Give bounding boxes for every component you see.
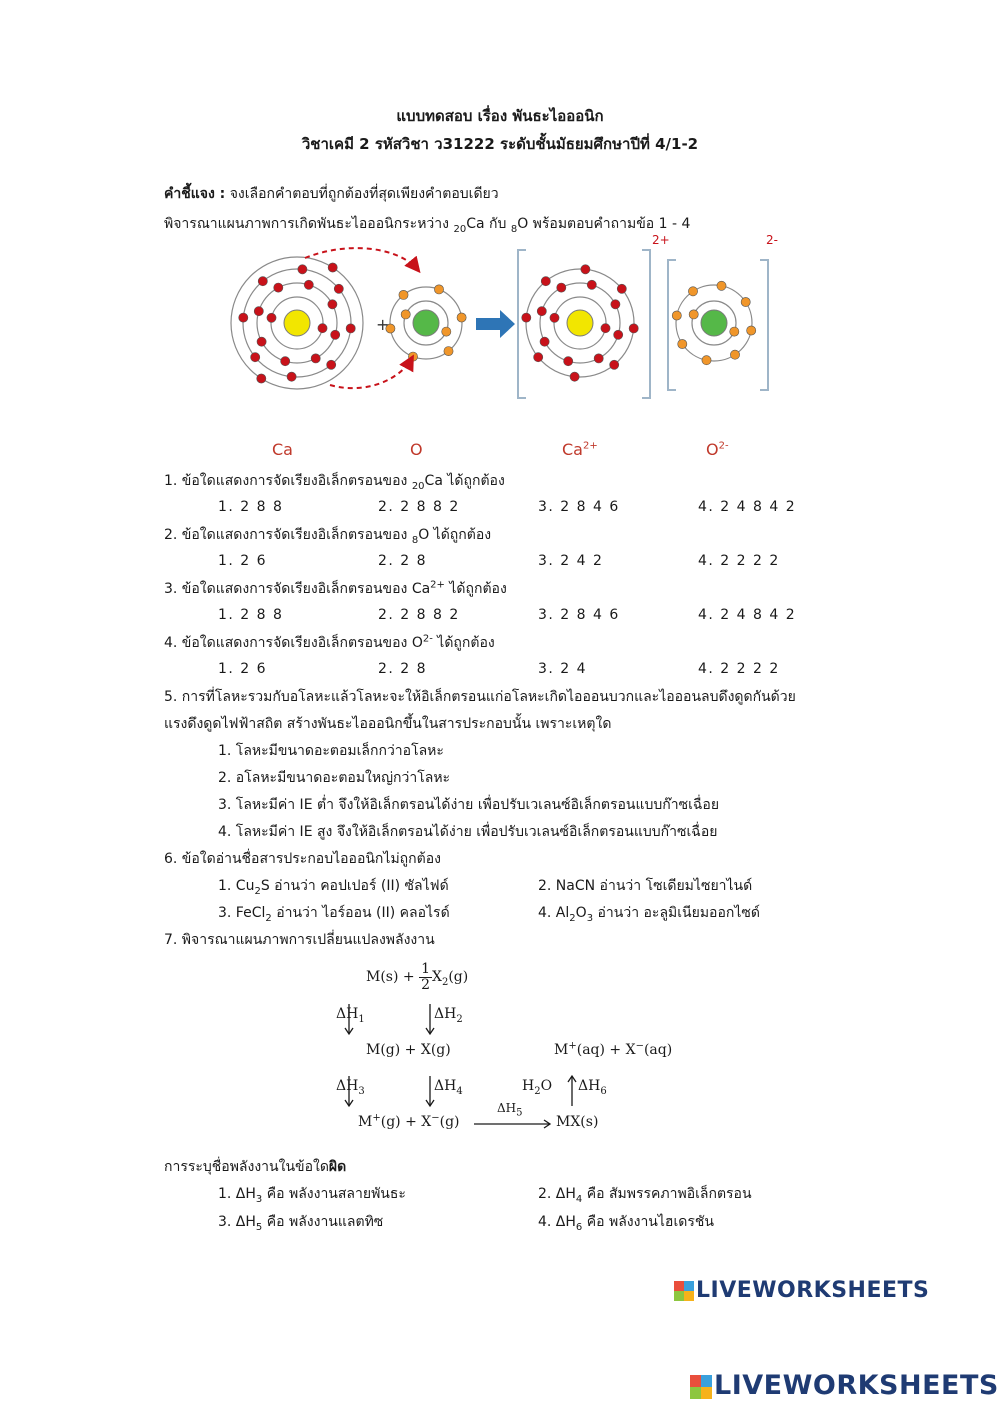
- q1-option-3[interactable]: 3. 2 8 4 6: [538, 499, 620, 515]
- q5-option-4[interactable]: 4. โลหะมีค่า IE สูง จึงให้อิเล็กตรอนได้ง่าย เพื่อปรับเวเลนซ์อิเล็กตรอนแบบก๊าซเฉื่อย: [218, 824, 718, 840]
- label-o-ion: $O^{2-}$: [706, 440, 729, 459]
- q2-option-4[interactable]: 4. 2 2 2 2: [698, 553, 780, 569]
- ca-atom-electron: [327, 360, 336, 369]
- cycle-product: MX(s): [556, 1114, 599, 1130]
- ca-atom-electron: [328, 300, 337, 309]
- intro-between: กับ: [484, 216, 511, 232]
- ca-atom-electron: [334, 284, 343, 293]
- ca-ion-electron: [581, 265, 590, 274]
- ca-ion-electron: [550, 313, 559, 322]
- cycle-gaseous-ions: M+(g) + X−(g): [358, 1112, 460, 1130]
- ca-atom-nucleus: [284, 310, 310, 336]
- o-ion-electron: [717, 281, 726, 290]
- q2-option-2[interactable]: 2. 2 8: [378, 553, 428, 569]
- bracket-o-right: [760, 260, 768, 390]
- ca-ion-nucleus: [567, 310, 593, 336]
- q5-option-2[interactable]: 2. อโลหะมีขนาดอะตอมใหญ่กว่าโลหะ: [218, 770, 451, 786]
- ca-ion-electron: [594, 354, 603, 363]
- q1-option-1[interactable]: 1. 2 8 8: [218, 499, 284, 515]
- q5-option-1[interactable]: 1. โลหะมีขนาดอะตอมเล็กกว่าอโลหะ: [218, 743, 444, 759]
- bracket-o-left: [668, 260, 676, 390]
- half-fraction: $\frac{1}{2}$: [421, 961, 430, 993]
- ca-atom-electron: [298, 265, 307, 274]
- o-atom-electron: [444, 347, 453, 356]
- o-atomic-number: 8: [510, 223, 518, 235]
- water-label: $H_2O$: [522, 1078, 553, 1097]
- o-ion-electron: [688, 287, 697, 296]
- bracket-ca-left: [518, 250, 526, 398]
- q7-option-4[interactable]: 4. $\Delta H_6$ คือ พลังงานไฮเดรชัน: [538, 1214, 714, 1233]
- q4-option-1[interactable]: 1. 2 6: [218, 661, 268, 677]
- logo-mark-icon-large: [690, 1375, 712, 1399]
- ca-ion-electron: [611, 300, 620, 309]
- delta-h2-label: $\Delta H_2$: [434, 1006, 463, 1025]
- ca-ion-electron: [587, 280, 596, 289]
- ca-ion-electron: [617, 284, 626, 293]
- ca-atom-electron: [267, 313, 276, 322]
- ca-atom-electron: [257, 337, 266, 346]
- label-ca-ion: $Ca^{2+}$: [562, 440, 598, 459]
- o-ion-electron: [689, 310, 698, 319]
- bracket-ca-right: [642, 250, 650, 398]
- ca-atom-electron: [257, 374, 266, 383]
- label-o: O: [410, 440, 423, 459]
- ca-ion-electron: [557, 283, 566, 292]
- cycle-gaseous-atoms: M(g) + X(g): [366, 1042, 451, 1058]
- o-ion-electron: [730, 350, 739, 359]
- ca-atomic-number: 20: [453, 223, 467, 235]
- plus-sign: +: [376, 315, 390, 334]
- question-6: 6. ข้อใดอ่านชื่อสารประกอบไอออนิกไม่ถูกต้อง: [164, 851, 441, 867]
- ca-atom-electron: [287, 372, 296, 381]
- label-ca: Ca: [272, 440, 293, 459]
- instructions-label: คำชี้แจง :: [164, 186, 226, 202]
- q3-option-2[interactable]: 2. 2 8 8 2: [378, 607, 460, 623]
- q4-option-4[interactable]: 4. 2 2 2 2: [698, 661, 780, 677]
- q4-option-2[interactable]: 2. 2 8: [378, 661, 428, 677]
- ca-atom-electron: [331, 330, 340, 339]
- ca-ion-electron: [522, 313, 531, 322]
- o-symbol: O: [517, 216, 529, 232]
- o-atom-electron: [442, 327, 451, 336]
- question-4: 4. ข้อใดแสดงการจัดเรียงอิเล็กตรอนของ $O^{2-}$ ได้ถูกต้อง: [164, 633, 495, 651]
- q6-option-2[interactable]: 2. NaCN อ่านว่า โซเดียมไซยาไนด์: [538, 878, 753, 894]
- ca-ion-electron: [540, 337, 549, 346]
- energy-cycle-arrows: [300, 990, 640, 1140]
- ion-brackets: [518, 250, 768, 398]
- q7-option-3[interactable]: 3. $\Delta H_5$ คือ พลังงานแลตทิซ: [218, 1214, 384, 1233]
- ca-ion-electron: [537, 307, 546, 316]
- question-2: 2. ข้อใดแสดงการจัดเรียงอิเล็กตรอนของ $_8$O ได้ถูกต้อง: [164, 527, 492, 546]
- q1-option-2[interactable]: 2. 2 8 8 2: [378, 499, 460, 515]
- ca-atom-electron: [311, 354, 320, 363]
- o-ion-electron: [730, 327, 739, 336]
- ca-atom-electron: [328, 263, 337, 272]
- ca-ion-electron: [629, 324, 638, 333]
- charge-o-ion: 2-: [766, 233, 778, 247]
- ca-atom-electron: [346, 324, 355, 333]
- o-atom-electron: [401, 310, 410, 319]
- q2-option-1[interactable]: 1. 2 6: [218, 553, 268, 569]
- q6-option-3[interactable]: 3. FeCl$_2$ อ่านว่า ไอร์ออน (II) คลอไรด์: [218, 905, 450, 924]
- ca-ion-electron: [570, 372, 579, 381]
- q3-option-3[interactable]: 3. 2 8 4 6: [538, 607, 620, 623]
- q2-option-3[interactable]: 3. 2 4 2: [538, 553, 604, 569]
- ionic-bond-diagram: [0, 230, 1000, 470]
- reaction-arrow: [476, 310, 515, 338]
- instructions: [164, 183, 499, 205]
- o-ion-electron: [672, 311, 681, 320]
- o-ion-electron: [741, 297, 750, 306]
- q1-option-4[interactable]: 4. 2 4 8 4 2: [698, 499, 797, 515]
- o-ion-electron: [747, 326, 756, 335]
- q7-option-2[interactable]: 2. $\Delta H_4$ คือ สัมพรรคภาพอิเล็กตรอน: [538, 1186, 752, 1205]
- charge-ca-ion: 2+: [652, 233, 670, 247]
- ca-atom-electron: [274, 283, 283, 292]
- worksheet-subtitle: วิชาเคมี 2 รหัสวิชา ว31222 ระดับชั้นมัธยมศึกษาปีที่ 4/1-2: [301, 135, 699, 153]
- delta-h6-label: $\Delta H_6$: [578, 1078, 607, 1097]
- logo-mark-icon: [674, 1281, 694, 1301]
- q4-option-3[interactable]: 3. 2 4: [538, 661, 588, 677]
- question-3: 3. ข้อใดแสดงการจัดเรียงอิเล็กตรอนของ $Ca^{2+}$ ได้ถูกต้อง: [164, 579, 507, 597]
- q6-option-1[interactable]: 1. $Cu_2S$ อ่านว่า คอปเปอร์ (II) ซัลไฟด์: [218, 878, 449, 897]
- q5-option-3[interactable]: 3. โลหะมีค่า IE ต่ำ จึงให้อิเล็กตรอนได้ง่าย เพื่อปรับเวเลนซ์อิเล็กตรอนแบบก๊าซเฉื่อย: [218, 797, 720, 813]
- o-atom-electron: [457, 313, 466, 322]
- question-5-line-2: แรงดึงดูดไฟฟ้าสถิต สร้างพันธะไอออนิกขึ้นในสารประกอบนั้น เพราะเหตุใด: [164, 716, 612, 732]
- electron-transfer-arrow-bottom: [330, 358, 412, 388]
- o-atom-electron: [434, 285, 443, 294]
- q6-option-4[interactable]: 4. $Al_2O_3$ อ่านว่า อะลูมิเนียมออกไซด์: [538, 905, 760, 924]
- ca-atom-electron: [254, 307, 263, 316]
- instructions-text: จงเลือกคำตอบที่ถูกต้องที่สุดเพียงคำตอบเดียว: [225, 186, 499, 202]
- cycle-reactants: M(s) + $\frac{1}{2}$ $X_2(g)$: [366, 961, 469, 993]
- ca-ion-electron: [541, 277, 550, 286]
- delta-h3-label: $\Delta H_3$: [336, 1078, 365, 1097]
- intro-text: พิจารณาแผนภาพการเกิดพันธะไอออนิกระหว่าง: [164, 216, 454, 232]
- liveworksheets-logo-small: LIVEWORKSHEETS: [674, 1278, 929, 1303]
- ca-ion-electron: [614, 330, 623, 339]
- q7-option-1[interactable]: 1. $\Delta H_3$ คือ พลังงานสลายพันธะ: [218, 1186, 406, 1205]
- ca-ion-electron: [534, 353, 543, 362]
- question-1: 1. ข้อใดแสดงการจัดเรียงอิเล็กตรอนของ $_{20}$Ca ได้ถูกต้อง: [164, 473, 505, 492]
- ca-ion-electron: [564, 357, 573, 366]
- liveworksheets-logo-large: LIVEWORKSHEETS: [690, 1370, 999, 1401]
- worksheet-title: แบบทดสอบ เรื่อง พันธะไอออนิก: [396, 107, 604, 125]
- ca-atom-electron: [304, 280, 313, 289]
- q7-prompt: การระบุชื่อพลังงานในข้อใดผิด: [164, 1159, 347, 1175]
- delta-h5-label: $\Delta H_5$: [497, 1101, 523, 1119]
- q3-option-1[interactable]: 1. 2 8 8: [218, 607, 284, 623]
- o-atom-electron: [408, 352, 417, 361]
- question-7: 7. พิจารณาแผนภาพการเปลี่ยนแปลงพลังงาน: [164, 932, 435, 948]
- cycle-aqueous-ions: M+(aq) + X−(aq): [554, 1040, 673, 1058]
- electron-transfer-arrow-top: [305, 248, 418, 270]
- ca-atom-electron: [258, 277, 267, 286]
- delta-h1-label: $\Delta H_1$: [336, 1006, 365, 1025]
- o-ion-nucleus: [701, 310, 727, 336]
- ca-atom-electron: [281, 357, 290, 366]
- ca-atom-electron: [239, 313, 248, 322]
- ca-ion-electron: [601, 324, 610, 333]
- delta-h4-label: $\Delta H_4$: [434, 1078, 463, 1097]
- question-5-line-1: 5. การที่โลหะรวมกับอโลหะแล้วโลหะจะให้อิเล็กตรอนแก่อโลหะเกิดไอออนบวกและไอออนลบดึงดูดกันด้วย: [164, 689, 796, 705]
- o-atom-electron: [399, 290, 408, 299]
- intro-tail: พร้อมตอบคำถามข้อ 1 - 4: [528, 216, 691, 232]
- ca-atom-electron: [318, 324, 327, 333]
- q3-option-4[interactable]: 4. 2 4 8 4 2: [698, 607, 797, 623]
- ca-symbol: Ca: [466, 216, 485, 232]
- ca-ion-electron: [610, 360, 619, 369]
- ca-atom-electron: [251, 353, 260, 362]
- o-ion-electron: [702, 356, 711, 365]
- o-ion-electron: [678, 339, 687, 348]
- o-atom-nucleus: [413, 310, 439, 336]
